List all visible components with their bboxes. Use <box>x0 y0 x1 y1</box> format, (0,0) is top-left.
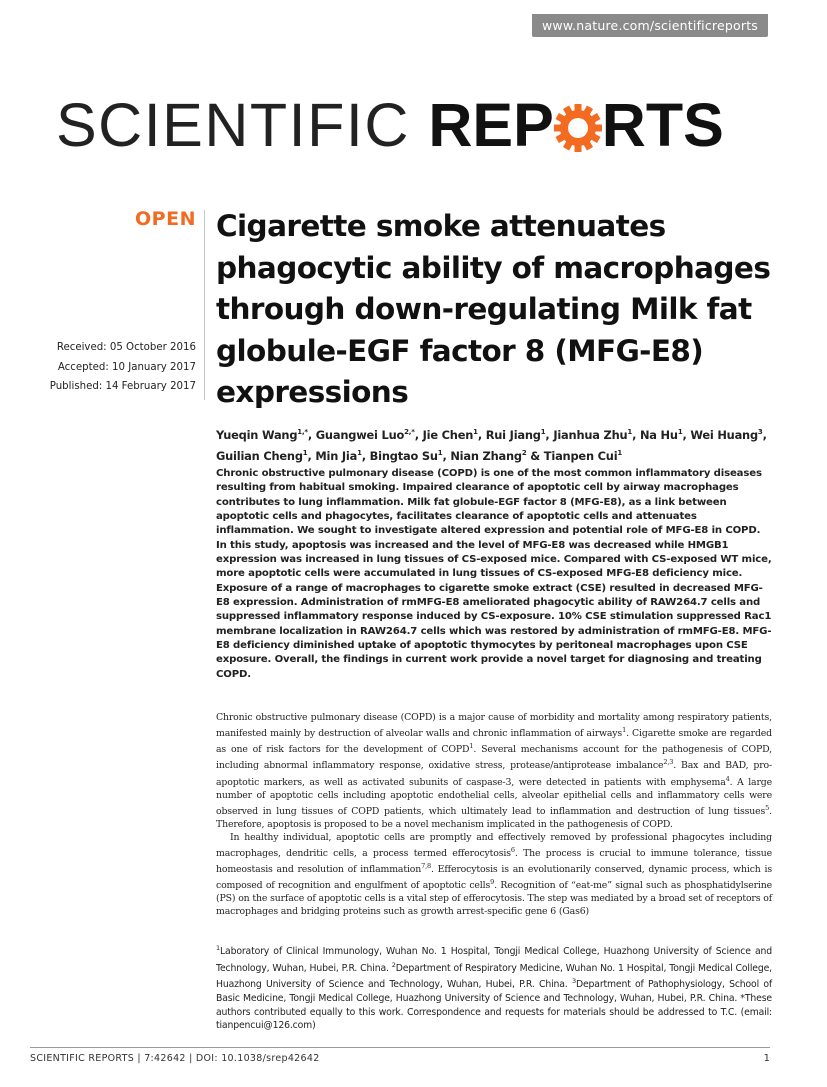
affiliations: $^1$Laboratory of Clinical Immunology, Wuhan No. 1 Hospital, Tongji Medical College, Huazhong University of Science and Technology, Wuhan, Hubei, P.R. China. $^2$Department of Respiratory Medicine, Wuhan No. 1 Hospital, Tongji Medical College, Huazhong University of Science and Technology, Wuhan, Hubei, P.R. China. $^3$Department of Pathophysiology, School of Basic Medicine, Tongji Medical College, Huazhong University of Science and Technology, Wuhan, Hubei, P.R. China. *These authors contributed equally to this work. Correspondence and requests for materials should be addressed to T.C. (email: tianpencui@126.com) <box>216 944 773 1032</box>
body-paragraph-1: Chronic obstructive pulmonary disease (COPD) is a major cause of morbidity and mortality among respiratory patients, manifested mainly by destruction of alveolar walls and chronic inflammation of airways$^1$. Cigarette smoke are regarded as one of risk factors for the development of COPD$^1$. Several mechanisms account for the pathogenesis of COPD, including abnormal inflammatory response, oxidative stress, protease/antiprotease imbalance$^{2,3}$. Bax and BAD, pro-apoptotic markers, as well as activated subunits of caspase-3, were detected in patients with emphysema$^4$. A large number of apoptotic cells including apoptotic endothelial cells, alveolar epithelial cells and inflammatory cells were observed in lung tissues of COPD patients, which ultimately lead to inflammation and destruction of lung tissues$^5$. Therefore, apoptosis is proposed to be a novel mechanism implicated in the pathogenesis of COPD. <box>216 712 773 830</box>
accepted-date: Accepted: 10 January 2017 <box>57 361 196 373</box>
journal-url-link[interactable]: www.nature.com/scientificreports <box>532 14 768 37</box>
open-access-label: OPEN <box>135 208 196 230</box>
article-body <box>216 711 772 919</box>
masthead-rep: REP <box>428 91 554 159</box>
title-divider <box>204 210 205 400</box>
abstract: Chronic obstructive pulmonary disease (COPD) is one of the most common inflammatory diseases resulting from habitual smoking. Impaired clearance of apoptotic cell by airway macrophages contributes to lung inflammation. Milk fat globule-EGF factor 8 (MFG-E8), as a link between apoptotic cells and phagocytes, facilitates clearance of apoptotic cells and attenuates inflammation. We sought to investigate altered expression and potential role of MFG-E8 in COPD. In this study, apoptosis was increased and the level of MFG-E8 was decreased while HMGB1 expression was increased in lung tissues of CS-exposed mice. Compared with CS-exposed WT mice, more apoptotic cells were accumulated in lung tissues of CS-exposed MFG-E8 deficiency mice. Exposure of a range of macrophages to cigarette smoke extract (CSE) resulted in decreased MFG-E8 expression. Administration of rmMFG-E8 ameliorated phagocytic ability of RAW264.7 cells and suppressed inflammatory response induced by CS-exposure. 10% CSE stimulation suppressed Rac1 membrane localization in RAW264.7 cells which was restored by administration of rmMFG-E8. MFG-E8 deficiency diminished uptake of apoptotic thymocytes by peritoneal macrophages upon CSE exposure. Overall, the findings in current work provide a novel target for diagnosing and treating COPD. <box>216 468 772 680</box>
footer-citation: SCIENTIFIC REPORTS | 7:42642 | DOI: 10.1038/srep42642 <box>30 1053 320 1064</box>
article-title: Cigarette smoke attenuates phagocytic ability of macrophages through down-regulating Milk fat globule-EGF factor 8 (MFG-E8) expressions <box>216 209 771 409</box>
article-dates <box>20 338 196 397</box>
masthead-scientific: SCIENTIFIC <box>56 91 429 159</box>
gear-o-icon <box>554 95 602 156</box>
body-paragraph-2: In healthy individual, apoptotic cells are promptly and effectively removed by professional phagocytes including macrophages, dendritic cells, a process termed efferocytosis$^6$. The process is crucial to immune tolerance, tissue homeostasis and resolution of inflammation$^{7,8}$. Efferocytosis is an evolutionarily conserved, dynamic process, which is composed of recognition and engulfment of apoptotic cells$^9$. Recognition of “eat-me” signal such as phosphatidylserine (PS) on the surface of apoptotic cells is a vital step of efferocytosis. The step was mediated by a broad set of receptors of macrophages and bridging proteins such as growth arrest-specific gene 6 (Gas6) <box>216 831 773 918</box>
page-number: 1 <box>763 1053 770 1064</box>
author-list: Yueqin Wang$^{1,*}$, Guangwei Luo$^{2,*}$, Jie Chen$^1$, Rui Jiang$^1$, Jianhua Zhu$^1$, Na Hu$^1$, Wei Huang$^3$, Guilian Cheng$^1$, Min Jia$^1$, Bingtao Su$^1$, Nian Zhang$^2$ & Tianpen Cui$^1$ <box>216 427 767 463</box>
received-date: Received: 05 October 2016 <box>56 342 196 353</box>
footer-divider <box>30 1047 770 1048</box>
journal-masthead <box>56 90 776 160</box>
published-date: Published: 14 February 2017 <box>49 381 196 392</box>
masthead-rts: RTS <box>601 91 724 159</box>
